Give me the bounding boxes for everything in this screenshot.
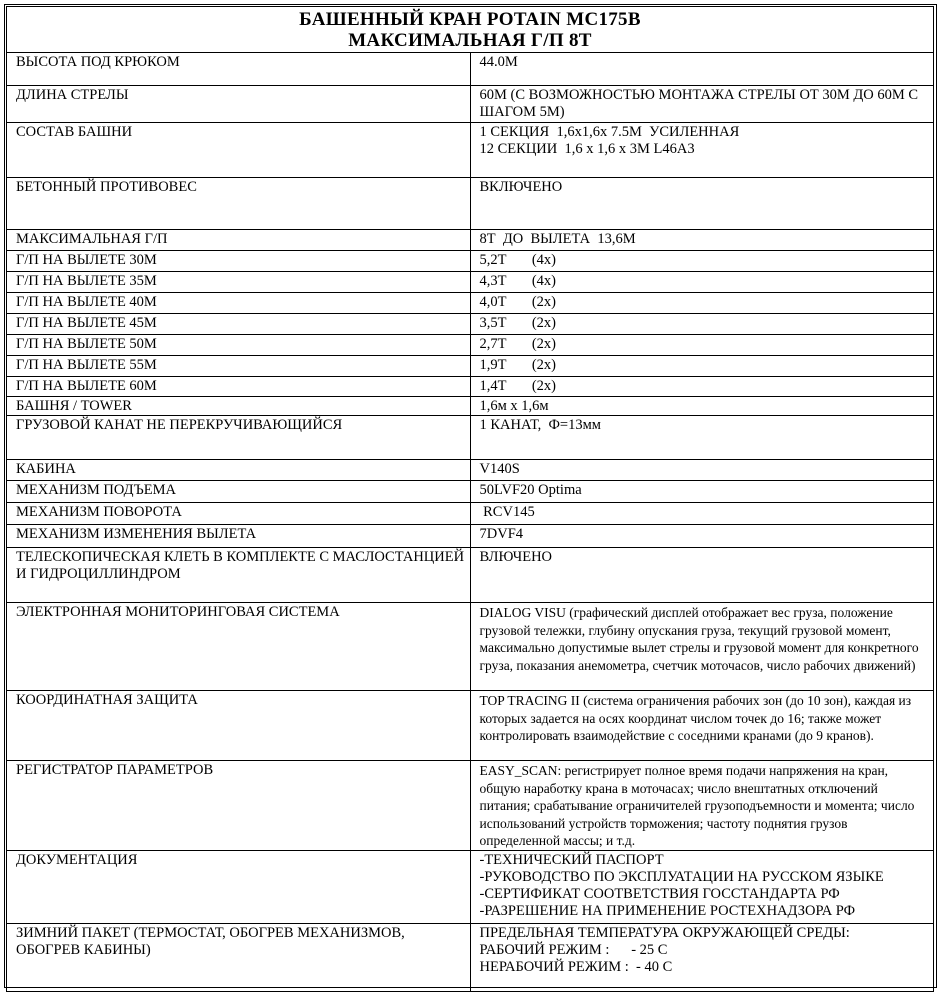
title-cell [7, 7, 934, 53]
spec-label: КАБИНА [7, 460, 471, 481]
spec-value-line: -СЕРТИФИКАТ СООТВЕТСТВИЯ ГОССТАНДАРТА РФ [479, 885, 840, 902]
spec-value [470, 230, 934, 251]
spec-label: ЗИМНИЙ ПАКЕТ (ТЕРМОСТАТ, ОБОГРЕВ МЕХАНИЗМОВ, ОБОГРЕВ КАБИНЫ) [7, 923, 471, 991]
spec-label: МЕХАНИЗМ ИЗМЕНЕНИЯ ВЫЛЕТА [7, 525, 471, 548]
spec-label: ЭЛЕКТРОННАЯ МОНИТОРИНГОВАЯ СИСТЕМА [7, 603, 471, 691]
spec-value [470, 86, 934, 123]
spec-label: Г/П НА ВЫЛЕТЕ 40М [7, 293, 471, 314]
spec-row [7, 761, 934, 851]
spec-row [7, 481, 934, 503]
spec-value [470, 335, 934, 356]
spec-value [470, 603, 934, 691]
spec-table [6, 6, 934, 992]
spec-row [7, 335, 934, 356]
spec-value-line: EASY_SCAN: регистрирует полное время подачи напряжения на кран, общую наработку крана в моточасах; число внештатных отключений питания; срабатывание ограничителей грузоподъемности и момента; число использований устройств торможения; частоту поднятия грузов определенной массы; и т.д. [479, 763, 918, 848]
spec-label: СОСТАВ БАШНИ [7, 123, 471, 178]
spec-value-line: V140S [479, 461, 520, 477]
spec-value-line: РАБОЧИЙ РЕЖИМ : - 25 С [479, 941, 668, 958]
spec-value [470, 481, 934, 503]
spec-value [470, 460, 934, 481]
spec-label: Г/П НА ВЫЛЕТЕ 30М [7, 251, 471, 272]
spec-label: ТЕЛЕСКОПИЧЕСКАЯ КЛЕТЬ В КОМПЛЕКТЕ С МАСЛОСТАНЦИЕЙ И ГИДРОЦИЛЛИНДРОМ [7, 548, 471, 603]
spec-value-line: -РУКОВОДСТВО ПО ЭКСПЛУАТАЦИИ НА РУССКОМ ЯЗЫКЕ [479, 868, 884, 885]
spec-label: Г/П НА ВЫЛЕТЕ 55М [7, 356, 471, 377]
spec-value [470, 53, 934, 86]
spec-value-line: НЕРАБОЧИЙ РЕЖИМ : - 40 С [479, 958, 673, 975]
spec-value [470, 377, 934, 397]
spec-label: ДОКУМЕНТАЦИЯ [7, 850, 471, 923]
spec-value [470, 503, 934, 525]
spec-row [7, 293, 934, 314]
spec-value [470, 314, 934, 335]
spec-value [470, 251, 934, 272]
spec-label: Г/П НА ВЫЛЕТЕ 60М [7, 377, 471, 397]
spec-row [7, 691, 934, 761]
spec-label: ВЫСОТА ПОД КРЮКОМ [7, 53, 471, 86]
spec-row [7, 377, 934, 397]
spec-value [470, 923, 934, 991]
spec-label: Г/П НА ВЫЛЕТЕ 35М [7, 272, 471, 293]
spec-value-line: ПРЕДЕЛЬНАЯ ТЕМПЕРАТУРА ОКРУЖАЮЩЕЙ СРЕДЫ: [479, 924, 850, 941]
spec-value-line: 3,5Т (2х) [479, 315, 557, 331]
spec-value [470, 850, 934, 923]
spec-value-line: 5,2Т (4х) [479, 252, 557, 268]
spec-row [7, 53, 934, 86]
spec-value-line: 1,9Т (2х) [479, 357, 557, 373]
spec-row [7, 460, 934, 481]
title-line-2: МАКСИМАЛЬНАЯ Г/П 8Т [348, 30, 592, 51]
spec-label: Г/П НА ВЫЛЕТЕ 50М [7, 335, 471, 356]
spec-value-line: 4,3Т (4х) [479, 273, 557, 289]
spec-label: БАШНЯ / TOWER [7, 397, 471, 416]
spec-value-line: ВЛЮЧЕНО [479, 549, 553, 565]
title-line-1: БАШЕННЫЙ КРАН POTAIN MC175B [299, 9, 641, 30]
spec-row [7, 230, 934, 251]
spec-row [7, 178, 934, 230]
spec-value-line: 2,7Т (2х) [479, 336, 557, 352]
title-row [7, 7, 934, 53]
spec-label: БЕТОННЫЙ ПРОТИВОВЕС [7, 178, 471, 230]
spec-value-line: 12 СЕКЦИИ 1,6 х 1,6 х 3М L46A3 [479, 141, 695, 157]
spec-value-line: 1 СЕКЦИЯ 1,6х1,6х 7.5М УСИЛЕННАЯ [479, 124, 740, 140]
spec-value-line: RCV145 [479, 504, 535, 520]
spec-value-line: DIALOG VISU (графический дисплей отображает вес груза, положение грузовой тележки, глубину опускания груза, текущий грузовой момент, максимально допустимые вылет стрелы и грузовой момент для конкретного груза, показания анемометра, счетчик моточасов, число рабочих движений) [479, 605, 923, 673]
spec-row [7, 923, 934, 991]
spec-value [470, 123, 934, 178]
spec-row [7, 272, 934, 293]
spec-value [470, 397, 934, 416]
spec-row [7, 86, 934, 123]
spec-value-line: 8Т ДО ВЫЛЕТА 13,6М [479, 231, 636, 247]
spec-row [7, 356, 934, 377]
spec-row [7, 123, 934, 178]
spec-value-line: 1,4Т (2х) [479, 378, 557, 394]
spec-row [7, 251, 934, 272]
spec-value-line: 1 КАНАТ, Ф=13мм [479, 417, 601, 433]
spec-value [470, 356, 934, 377]
spec-value-line: -РАЗРЕШЕНИЕ НА ПРИМЕНЕНИЕ РОСТЕХНАДЗОРА РФ [479, 902, 856, 919]
spec-value [470, 293, 934, 314]
spec-row [7, 503, 934, 525]
spec-value [470, 416, 934, 460]
spec-value-line: 7DVF4 [479, 526, 524, 542]
spec-value-line: 50LVF20 Optima [479, 482, 582, 498]
spec-value [470, 178, 934, 230]
spec-value [470, 761, 934, 851]
spec-value [470, 272, 934, 293]
spec-row [7, 416, 934, 460]
spec-label: ГРУЗОВОЙ КАНАТ НЕ ПЕРЕКРУЧИВАЮЩИЙСЯ [7, 416, 471, 460]
spec-row [7, 548, 934, 603]
spec-label: РЕГИСТРАТОР ПАРАМЕТРОВ [7, 761, 471, 851]
spec-value [470, 548, 934, 603]
spec-label: МЕХАНИЗМ ПОВОРОТА [7, 503, 471, 525]
spec-row [7, 314, 934, 335]
spec-label: КООРДИНАТНАЯ ЗАЩИТА [7, 691, 471, 761]
spec-value-line: 44.0М [479, 54, 518, 70]
spec-label: МЕХАНИЗМ ПОДЪЕМА [7, 481, 471, 503]
spec-row [7, 603, 934, 691]
spec-row [7, 850, 934, 923]
spec-value [470, 525, 934, 548]
spec-row [7, 525, 934, 548]
spec-value-line: ВКЛЮЧЕНО [479, 179, 563, 195]
spec-rows [7, 53, 934, 992]
spec-value-line: 60М (С ВОЗМОЖНОСТЬЮ МОНТАЖА СТРЕЛЫ ОТ 30М ДО 60М С ШАГОМ 5М) [479, 87, 922, 120]
spec-label: ДЛИНА СТРЕЛЫ [7, 86, 471, 123]
spec-value-line: 4,0Т (2х) [479, 294, 557, 310]
spec-row [7, 397, 934, 416]
spec-value-line: TOP TRACING II (система ограничения рабочих зон (до 10 зон), каждая из которых задается на осях координат числом точек до 16; также может контролировать взаимодействие с соседними кранами (до 9 кранов). [479, 693, 915, 743]
spec-value-line: 1,6м х 1,6м [479, 398, 549, 414]
spec-value-line: -ТЕХНИЧЕСКИЙ ПАСПОРТ [479, 851, 664, 868]
spec-sheet [6, 6, 934, 992]
spec-label: МАКСИМАЛЬНАЯ Г/П [7, 230, 471, 251]
spec-value [470, 691, 934, 761]
spec-label: Г/П НА ВЫЛЕТЕ 45М [7, 314, 471, 335]
